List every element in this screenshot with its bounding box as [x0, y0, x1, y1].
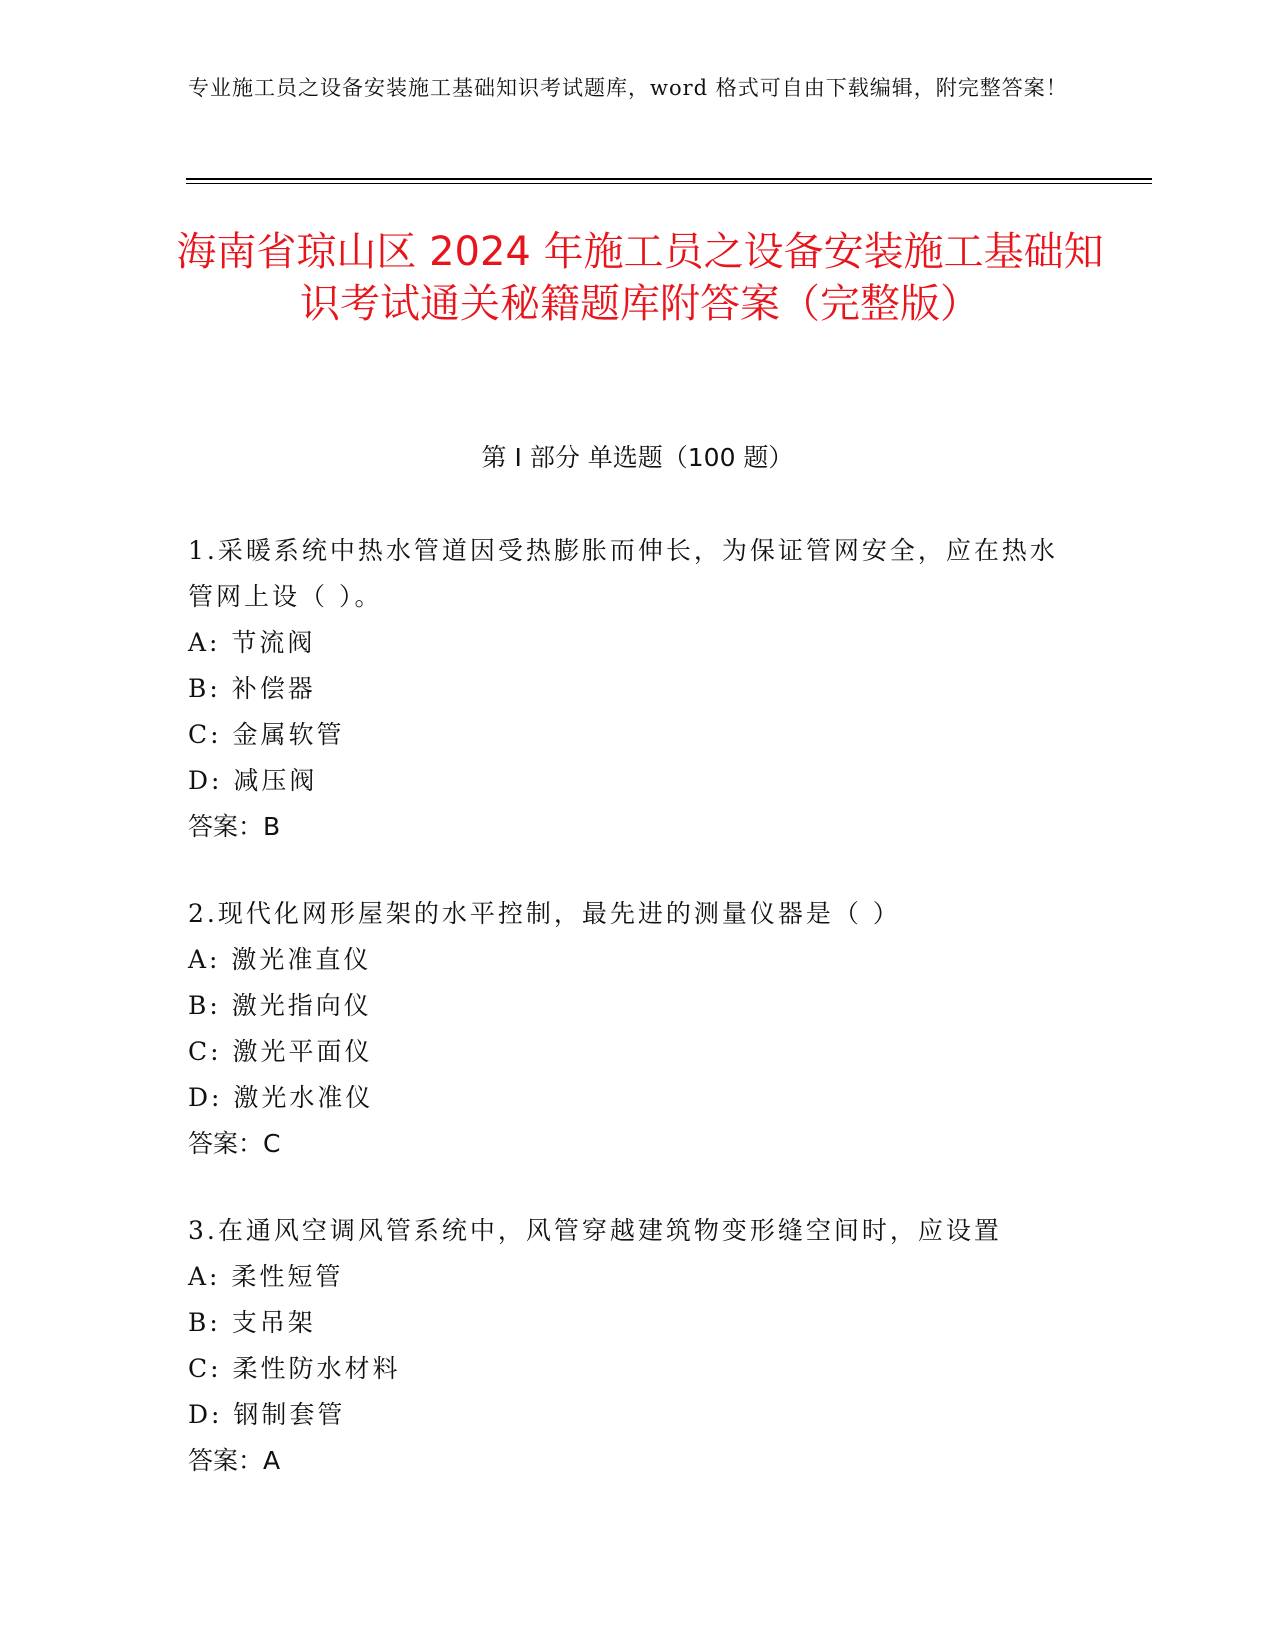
document-title: 海南省琼山区 2024 年施工员之设备安装施工基础知识考试通关秘籍题库附答案（完整版） [176, 229, 1104, 327]
option-d: D: 激光水准仪 [188, 1083, 374, 1112]
header-note: 专业施工员之设备安装施工基础知识考试题库，word 格式可自由下载编辑，附完整答案！ [188, 76, 1068, 100]
question-text: 3.在通风空调风管系统中，风管穿越建筑物变形缝空间时，应设置 [188, 1216, 1002, 1245]
answer: 答案：C [188, 1129, 281, 1158]
option-d: D: 减压阀 [188, 766, 318, 795]
question-list [188, 528, 1068, 1525]
question-text: 1.采暖系统中热水管道因受热膨胀而伸长，为保证管网安全，应在热水管网上设（ ）。 [188, 536, 1058, 611]
option-d: D: 钢制套管 [188, 1400, 346, 1429]
option-c: C: 激光平面仪 [188, 1037, 373, 1066]
question-3 [188, 1208, 1068, 1484]
option-b: B: 支吊架 [188, 1308, 316, 1337]
section-title: 第 I 部分 单选题（100 题） [481, 443, 794, 472]
option-a: A: 柔性短管 [188, 1262, 344, 1291]
option-b: B: 补偿器 [188, 674, 316, 703]
option-a: A: 激光准直仪 [188, 945, 372, 974]
answer: 答案：A [188, 1446, 281, 1475]
option-c: C: 金属软管 [188, 720, 345, 749]
option-b: B: 激光指向仪 [188, 991, 372, 1020]
header-rule-thin [186, 183, 1152, 184]
answer: 答案：B [188, 812, 281, 841]
option-a: A: 节流阀 [188, 628, 316, 657]
question-2 [188, 891, 1068, 1167]
header-rule-thick [186, 178, 1152, 180]
question-text: 2.现代化网形屋架的水平控制，最先进的测量仪器是（ ） [188, 899, 901, 928]
question-1 [188, 528, 1068, 850]
option-c: C: 柔性防水材料 [188, 1354, 401, 1383]
